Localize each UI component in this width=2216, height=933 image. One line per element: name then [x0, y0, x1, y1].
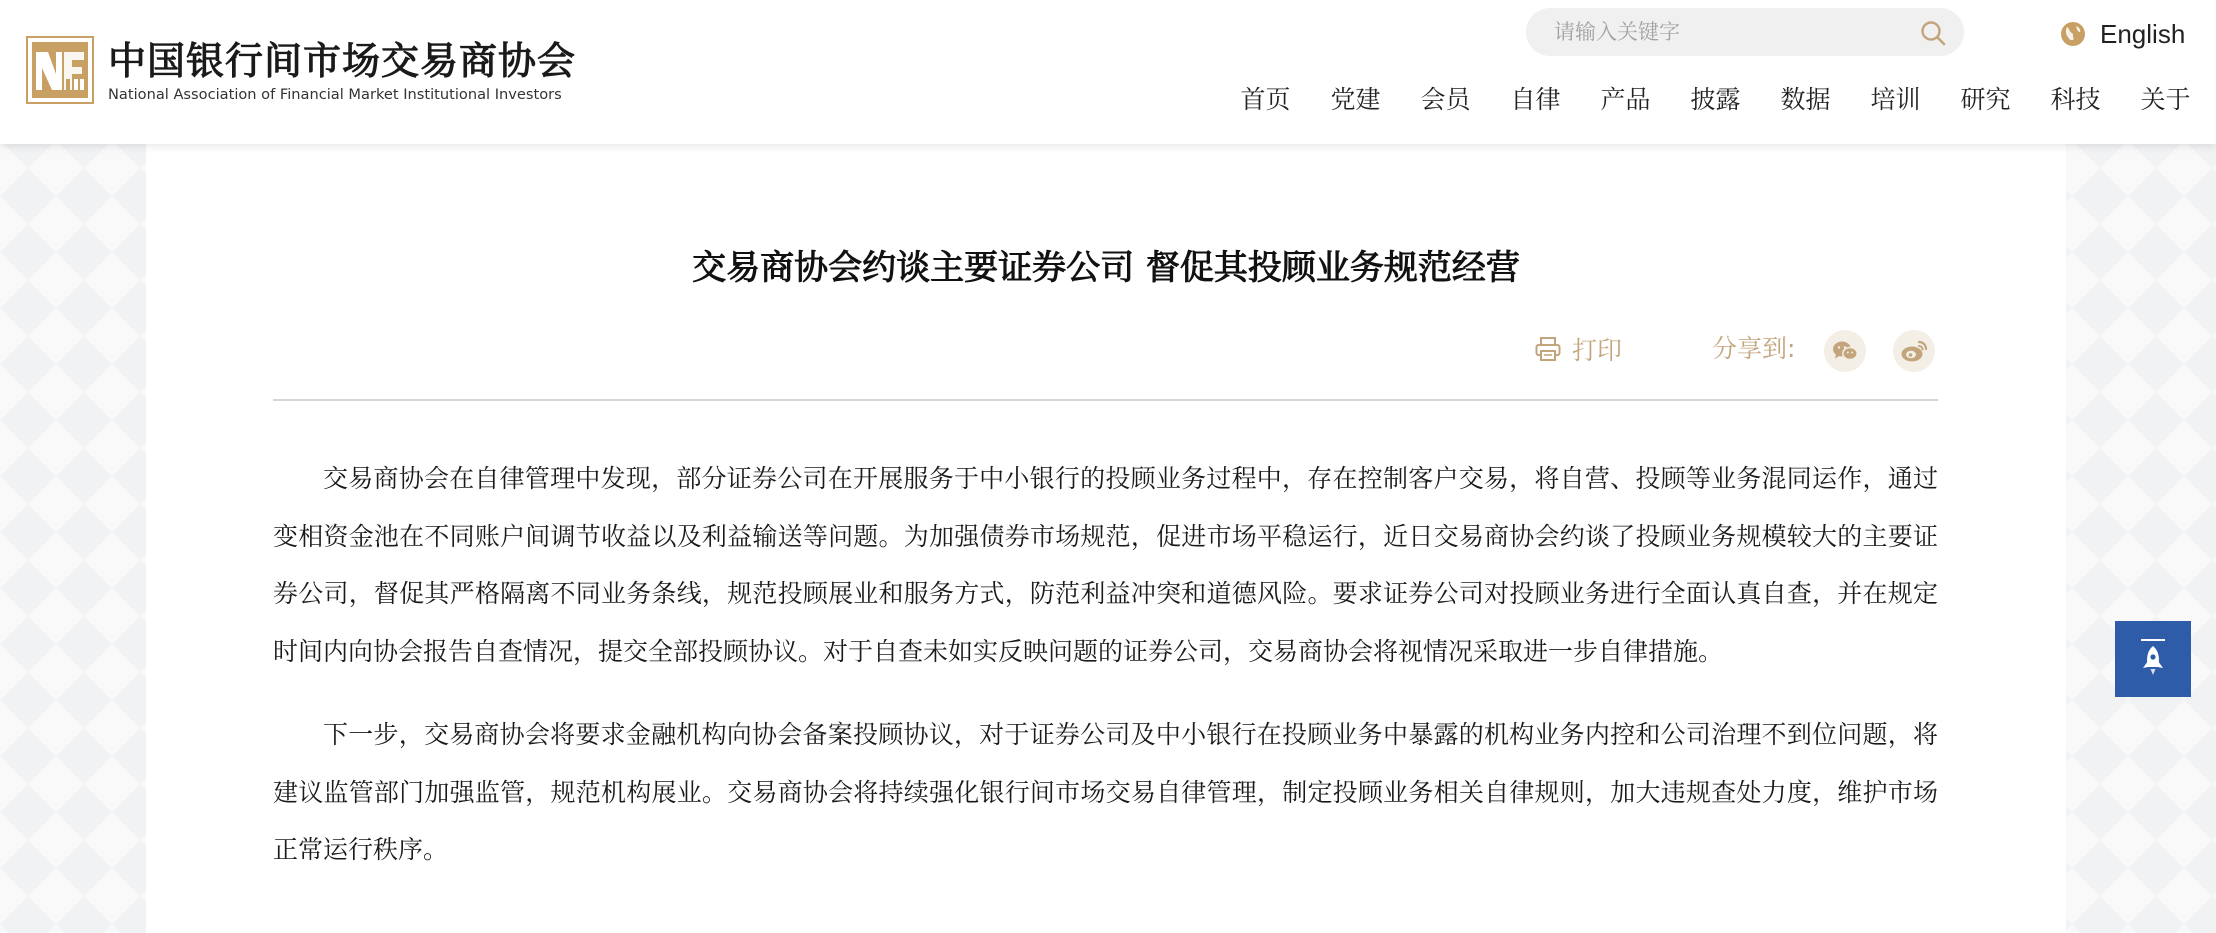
print-label: 打印	[1572, 336, 1623, 365]
nav-item-members[interactable]: 会员	[1420, 85, 1471, 114]
search-input[interactable]	[1554, 8, 1894, 56]
globe-icon	[2060, 21, 2086, 47]
nav-item-disclosure[interactable]: 披露	[1690, 85, 1741, 114]
wechat-icon	[1832, 340, 1858, 362]
site-header	[0, 0, 2216, 144]
nav-item-data[interactable]: 数据	[1780, 85, 1831, 114]
weibo-icon	[1900, 339, 1928, 363]
back-to-top-button[interactable]	[2115, 621, 2191, 697]
brand-name-cn[interactable]: 中国银行间市场交易商协会	[108, 39, 577, 83]
brand-name-en: National Association of Financial Market Institutional Investors	[108, 86, 562, 103]
main-nav	[1232, 80, 2199, 120]
nav-item-products[interactable]: 产品	[1600, 85, 1651, 114]
nafmii-logo[interactable]	[26, 36, 94, 104]
article-title: 交易商协会约谈主要证券公司 督促其投顾业务规范经营	[692, 248, 1520, 288]
nav-item-home[interactable]: 首页	[1240, 85, 1291, 114]
language-switch[interactable]	[2060, 16, 2185, 52]
share-weibo-button[interactable]	[1893, 330, 1935, 372]
article-paragraph: 交易商协会在自律管理中发现，部分证券公司在开展服务于中小银行的投顾业务过程中，存在控制客户交易，将自营、投顾等业务混同运作，通过变相资金池在不同账户间调节收益以及利益输送等问题。为加强债券市场规范，促进市场平稳运行，近日交易商协会约谈了投顾业务规模较大的主要证券公司，督促其严格隔离不同业务条线，规范投顾展业和服务方式，防范利益冲突和道德风险。要求证券公司对投顾业务进行全面认真自查，并在规定时间内向协会报告自查情况，提交全部投顾协议。对于自查未如实反映问题的证券公司，交易商协会将视情况采取进一步自律措施。	[273, 464, 1938, 666]
article-container	[146, 144, 2066, 933]
nav-item-party[interactable]: 党建	[1330, 85, 1381, 114]
rocket-icon	[2133, 637, 2173, 681]
title-divider	[273, 399, 1938, 401]
print-button[interactable]	[1534, 330, 1622, 368]
nav-item-technology[interactable]: 科技	[2050, 85, 2101, 114]
share-wechat-button[interactable]	[1824, 330, 1866, 372]
nav-item-training[interactable]: 培训	[1870, 85, 1921, 114]
language-label: English	[2100, 18, 2186, 49]
search-icon[interactable]	[1920, 20, 1946, 46]
search-box	[1526, 8, 1964, 56]
share-label: 分享到:	[1712, 334, 1796, 363]
nav-item-self-regulation[interactable]: 自律	[1510, 85, 1561, 114]
article-paragraph: 下一步，交易商协会将要求金融机构向协会备案投顾协议，对于证券公司及中小银行在投顾业务中暴露的机构业务内控和公司治理不到位问题，将建议监管部门加强监管，规范机构展业。交易商协会将持续强化银行间市场交易自律管理，制定投顾业务相关自律规则，加大违规查处力度，维护市场正常运行秩序。	[273, 720, 1938, 864]
nav-item-research[interactable]: 研究	[1960, 85, 2011, 114]
article-body	[273, 450, 1938, 905]
printer-icon	[1534, 335, 1562, 363]
nav-item-about[interactable]: 关于	[2140, 85, 2191, 114]
